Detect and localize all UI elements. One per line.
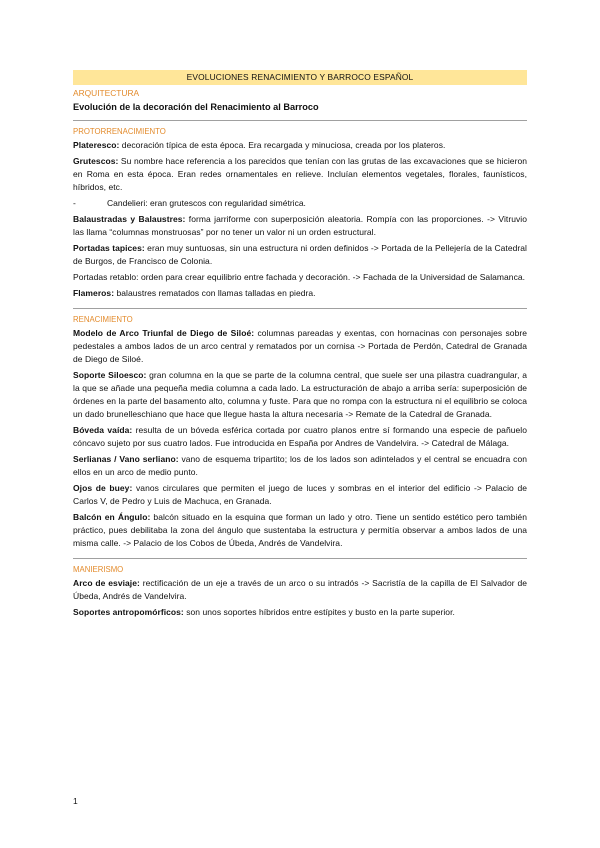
entry-term: Portadas tapices: — [73, 243, 145, 253]
entry-text: balaustres rematados con llamas talladas en piedra. — [114, 288, 316, 298]
glossary-entry — [73, 287, 527, 300]
section-divider — [73, 558, 527, 559]
glossary-entry — [73, 213, 527, 239]
entry-term: Arco de esviaje: — [73, 578, 140, 588]
entry-text: rectificación de un eje a través de un arco o su intradós -> Sacristía de la capilla de El Salvador de Úbeda, Andrés de Vandelvira. — [73, 578, 527, 601]
section-heading: RENACIMIENTO — [73, 315, 133, 324]
bullet-entry — [73, 197, 527, 210]
sections-container — [73, 120, 527, 619]
section-divider — [73, 308, 527, 309]
glossary-entry — [73, 511, 527, 550]
glossary-entry — [73, 482, 527, 508]
glossary-entry — [73, 327, 527, 366]
section-heading: PROTORRENACIMIENTO — [73, 127, 166, 136]
entry-text: Candelieri: eran grutescos con regularidad simétrica. — [107, 198, 306, 208]
entry-term: Flameros: — [73, 288, 115, 298]
entry-term: Bóveda vaída: — [73, 425, 133, 435]
entry-term: Grutescos: — [73, 156, 119, 166]
entry-text: columnas pareadas y exentas, con hornacinas con personajes sobre pedestales a ambos lados de un arco central y rematados por un cornisa -> Portada de Perdón, Catedral de Granada de Diego de Siloé. — [73, 328, 528, 364]
entry-text: resulta de un bóveda esférica cortada por cuatro planos entre sí formando una especie de pañuelo cóncavo sujeto por sus cuatro lados. Fue introducida en España por Andres de Vandelvira. -> Catedral de Málaga. — [73, 425, 527, 448]
section-heading: MANIERISMO — [73, 565, 124, 574]
bullet-dash: - — [73, 198, 76, 208]
glossary-entry — [73, 242, 527, 268]
glossary-entry — [73, 271, 527, 284]
glossary-entry — [73, 369, 527, 421]
section-divider — [73, 120, 527, 121]
entry-term: Modelo de Arco Triunfal de Diego de Siloé: — [73, 328, 255, 338]
glossary-entry — [73, 139, 527, 152]
glossary-entry — [73, 424, 527, 450]
document-page — [73, 70, 527, 622]
entry-term: Soporte Siloesco: — [73, 370, 147, 380]
page-number: 1 — [73, 796, 78, 806]
entry-text: gran columna en la que se parte de la columna central, que suele ser una pilastra cuadrangular, a la que se añade una pequeña media columna a cada lado. La estructuración de abajo a arriba sería: superposición de órdenes en la parte del basamento alto, columna y fuste. Para que no rompa con la estructura ni el equilibrio se coloca un dado brunelleschiano que hace que llegue hasta la altura necesaria -> Remate de la Catedral de Granada. — [73, 370, 527, 419]
glossary-entry — [73, 155, 527, 194]
entry-term: Balaustradas y Balaustres: — [73, 214, 186, 224]
glossary-entry — [73, 606, 527, 619]
entry-text: balcón situado en la esquina que forman un lado y otro. Tiene un sentido estético pero también práctico, pues debilitaba la zona del ángulo que sustentaba la estructura y permitía observar a ambos lados de una misma calle. -> Palacio de los Cobos de Úbeda, Andrés de Vandelvira. — [73, 512, 527, 548]
entry-text: vanos circulares que permiten el juego de luces y sombras en el interior del edificio -> Palacio de Carlos V, de Pedro y Luis de Machuca, en Granada. — [73, 483, 527, 506]
entry-text: decoración típica de esta época. Era recargada y minuciosa, creada por los plateros. — [119, 140, 446, 150]
category-label: ARQUITECTURA — [73, 88, 140, 98]
entry-text: son unos soportes híbridos entre estípites y busto en la parte superior. — [183, 607, 455, 617]
document-subtitle: Evolución de la decoración del Renacimiento al Barroco — [73, 102, 319, 112]
entry-term: Serlianas / Vano serliano: — [73, 454, 179, 464]
glossary-entry — [73, 453, 527, 479]
entry-term: Soportes antropomórficos: — [73, 607, 184, 617]
entry-term: Plateresco: — [73, 140, 120, 150]
entry-text: Portadas retablo: orden para crear equilibrio entre fachada y decoración. -> Fachada de la Universidad de Salamanca. — [73, 272, 526, 282]
entry-text: forma jarriforme con superposición aleatoria. Rompía con las proporciones. -> Vitruvio las llama “columnas monstruosas” por no tener un valor ni un orden estructural. — [73, 214, 527, 237]
entry-term: Balcón en Ángulo: — [73, 512, 151, 522]
glossary-entry — [73, 577, 527, 603]
entry-text: eran muy suntuosas, sin una estructura ni orden definidos -> Portada de la Pellejería de la Catedral de Burgos, de Francisco de Colonia. — [73, 243, 527, 266]
document-title: EVOLUCIONES RENACIMIENTO Y BARROCO ESPAÑOL — [73, 70, 527, 85]
entry-term: Ojos de buey: — [73, 483, 133, 493]
entry-text: vano de esquema tripartito; los de los lados son adintelados y el central se encuadra con ellos en un arco de medio punto. — [73, 454, 527, 477]
entry-text: Su nombre hace referencia a los parecidos que tenían con las grutas de las excavaciones que se hicieron en Roma en esta época. Eran redes ornamentales en relieve. Incluían elementos vegetales, florales, faunísticos, híbridos, etc. — [73, 156, 527, 192]
